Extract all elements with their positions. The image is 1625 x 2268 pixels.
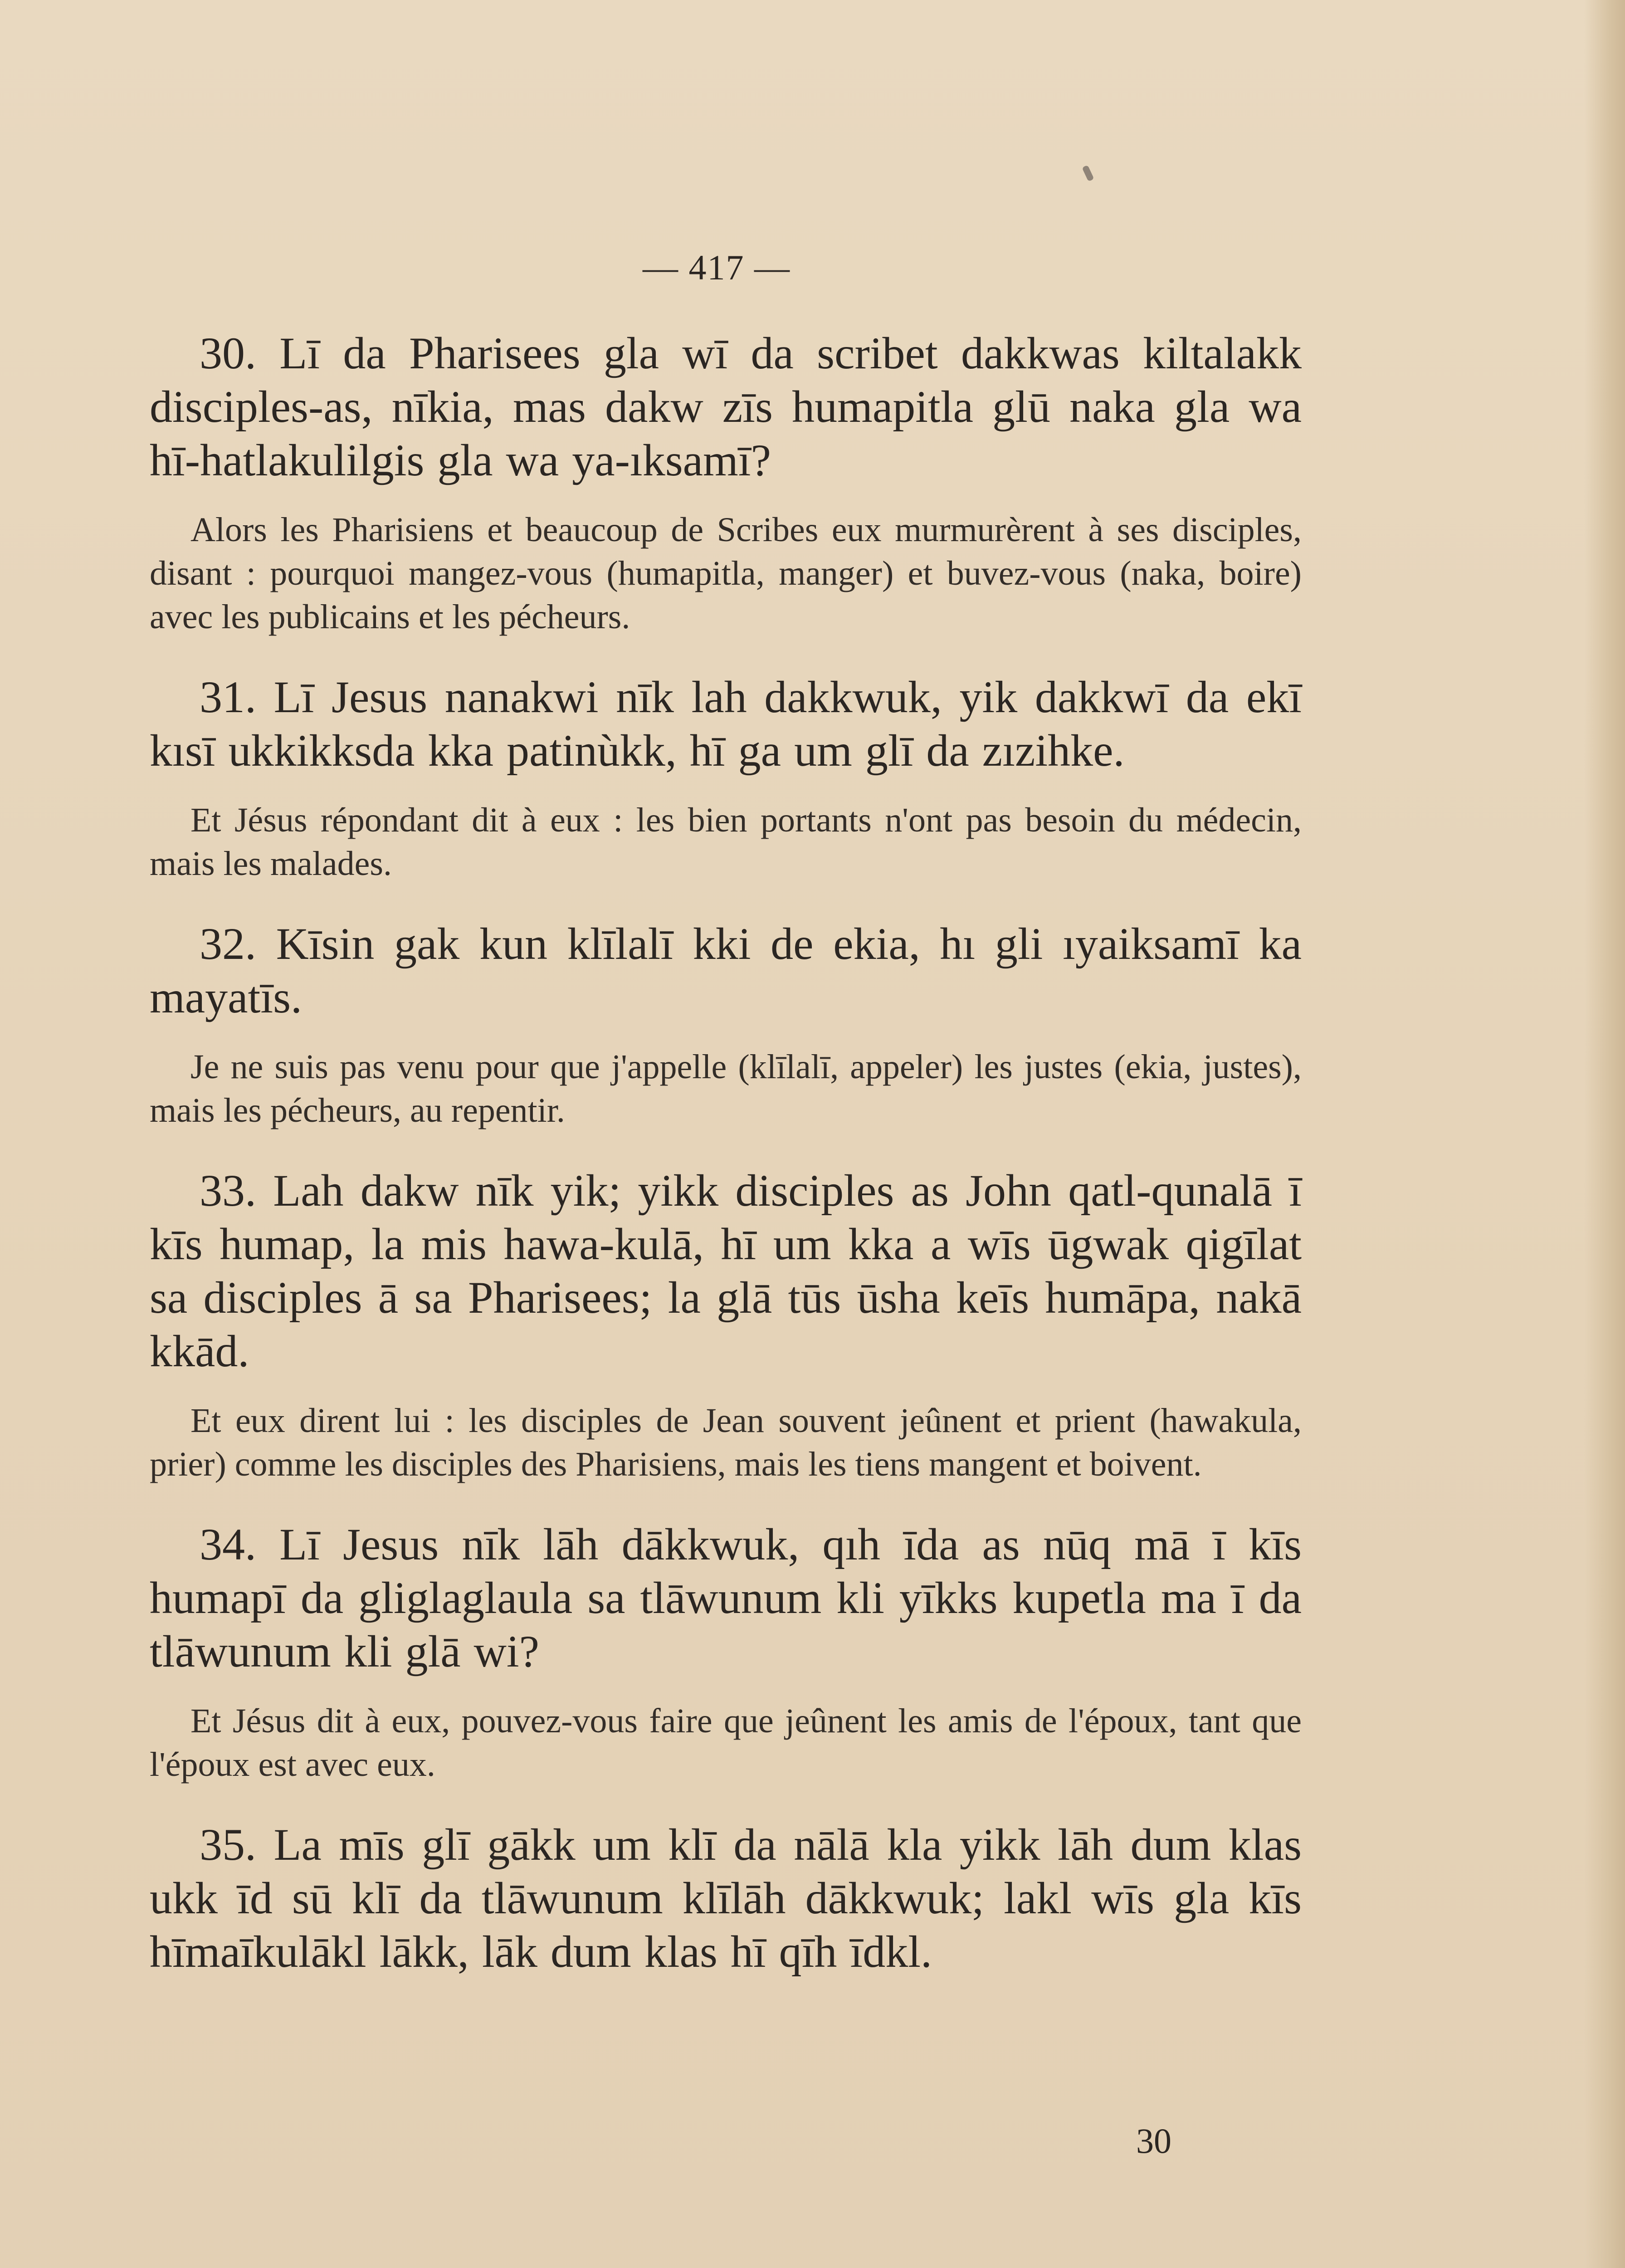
verse-original-text: 33. Lah dakw nīk yik; yikk disciples as John qatl-qunalā ī kīs humap, la mis hawa-kulā, hī um kka a wīs ūgwak qigīlat sa disciples ā sa Pharisees; la glā tūs ūsha keīs humāpa, nakā kkād. — [150, 1165, 1302, 1376]
verse-31 — [150, 670, 1302, 885]
page-body — [150, 327, 1302, 2010]
verse-translation-text: Et Jésus dit à eux, pouvez-vous faire que jeûnent les amis de l'époux, tant que l'époux est avec eux. — [150, 1702, 1302, 1784]
verse-original-text: 34. Lī Jesus nīk lāh dākkwuk, qıh īda as nūq mā ī kīs humapī da gliglaglaula sa tlāwunum kli yīkks kupetla ma ī da tlāwunum kli glā wi? — [150, 1519, 1302, 1677]
verse-original-text: 32. Kīsin gak kun klīlalī kki de ekia, hı gli ıyaiksamī ka mayatīs. — [150, 919, 1302, 1022]
verse-original-text: 31. Lī Jesus nanakwi nīk lah dakkwuk, yik dakkwī da ekī kısī ukkikksda kka patinùkk, hī ga um glī da zızihke. — [150, 672, 1302, 776]
verse-original-text: 30. Lī da Pharisees gla wī da scribet dakkwas kiltalakk disciples-as, nīkia, mas dakw zīs humapitla glū naka gla wa hī-hatlakulilgis gla wa ya-ıksamī? — [150, 328, 1302, 485]
verse-translation-text: Et eux dirent lui : les disciples de Jean souvent jeûnent et prient (hawakula, prier) comme les disciples des Pharisiens, mais les tiens mangent et boivent. — [150, 1402, 1302, 1483]
verse-translation-text: Alors les Pharisiens et beaucoup de Scribes eux murmurèrent à ses disciples, disant : pourquoi mangez-vous (humapitla, manger) et buvez-vous (naka, boire) avec les publicains et les pécheurs. — [150, 511, 1302, 636]
verse-30 — [150, 327, 1302, 639]
verse-35 — [150, 1818, 1302, 1979]
verse-translation-text: Et Jésus répondant dit à eux : les bien portants n'ont pas besoin du médecin, mais les malades. — [150, 801, 1302, 883]
signature-mark: 30 — [1136, 2121, 1171, 2160]
verse-original-text: 35. La mīs glī gākk um klī da nālā kla yikk lāh dum klas ukk īd sū klī da tlāwunum klīlāh dākkwuk; lakl wīs gla kīs hīmaīkulākl lākk, lāk dum klas hī qīh īdkl. — [150, 1819, 1302, 1977]
verse-33 — [150, 1164, 1302, 1486]
verse-34 — [150, 1518, 1302, 1786]
verse-translation-text: Je ne suis pas venu pour que j'appelle (klīlalī, appeler) les justes (ekia, justes), mais les pécheurs, au repentir. — [150, 1048, 1302, 1129]
page-edge-shadow — [1584, 0, 1625, 2268]
verse-32 — [150, 917, 1302, 1132]
page-number: — 417 — — [643, 248, 791, 287]
ink-speck — [1082, 165, 1094, 182]
